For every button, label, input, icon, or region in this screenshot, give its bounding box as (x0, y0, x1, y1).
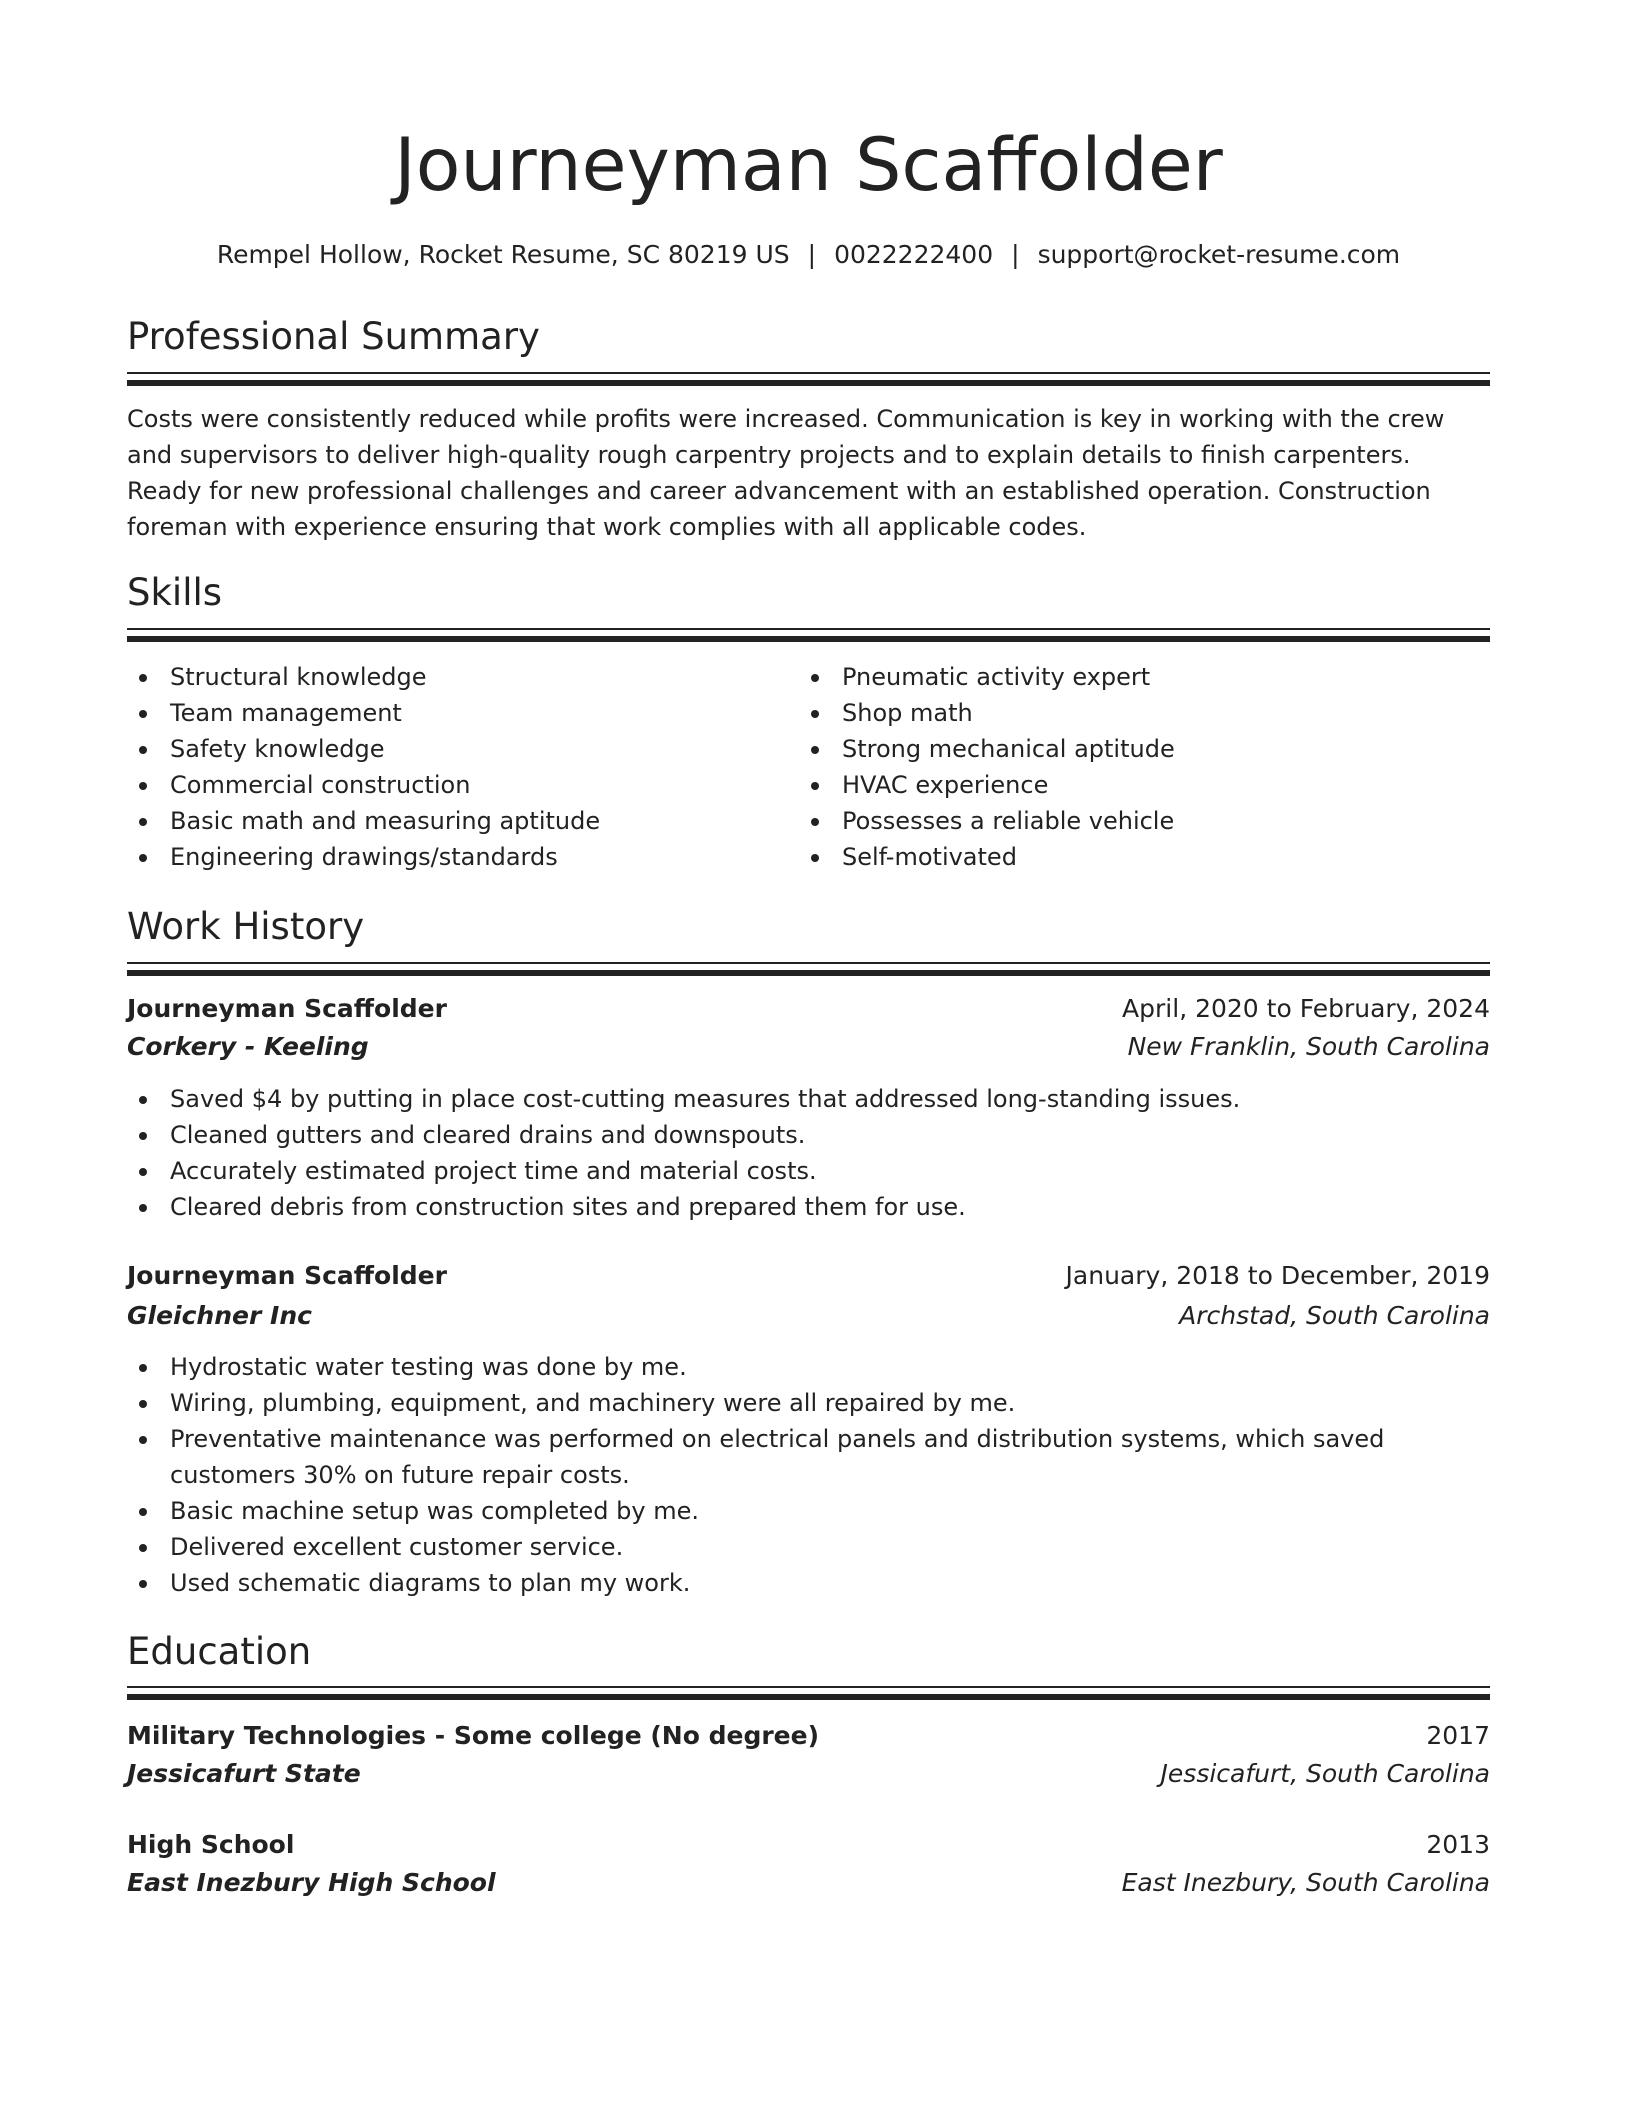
education-degree: High School (127, 1830, 295, 1859)
bullet-icon (811, 674, 819, 682)
bullet-icon (139, 1544, 147, 1552)
bullet-icon (139, 674, 147, 682)
skills-right-column (799, 659, 1439, 875)
bullet-icon (811, 854, 819, 862)
bullet-icon (139, 746, 147, 754)
job-dates: January, 2018 to December, 2019 (1065, 1261, 1490, 1290)
bullet-icon (139, 782, 147, 790)
summary-text: Costs were consistently reduced while profits were increased. Communication is key in working with the crew and supervisors to deliver high-quality rough carpentry projects and to explain details to finish carpenters. Ready for new professional challenges and career advancement with an established operation. Construction foreman with experience ensuring that work complies with all applicable codes. (127, 405, 1445, 541)
bullet-icon (139, 854, 147, 862)
skill-item: Basic math and measuring aptitude (127, 803, 767, 839)
education-entry (127, 1717, 1490, 1793)
skill-item: Self-motivated (799, 839, 1439, 875)
bullet-icon (139, 1580, 147, 1588)
section-divider (127, 970, 1490, 976)
bullet-icon (811, 818, 819, 826)
job-duties (127, 1349, 1490, 1601)
education-year: 2013 (1426, 1830, 1490, 1859)
contact-separator: | (807, 240, 817, 269)
education-heading: Education (127, 1630, 312, 1673)
skill-item: Safety knowledge (127, 731, 767, 767)
job-company: Gleichner Inc (127, 1301, 312, 1330)
job-title: Journeyman Scaffolder (127, 994, 447, 1023)
education-school: Jessicafurt State (127, 1759, 361, 1788)
skill-item: Strong mechanical aptitude (799, 731, 1439, 767)
duty-item: Basic machine setup was completed by me. (127, 1493, 1490, 1529)
job-duties (127, 1081, 1490, 1225)
bullet-icon (139, 1364, 147, 1372)
bullet-icon (811, 782, 819, 790)
duty-item: Preventative maintenance was performed on electrical panels and distribution systems, which saved customers 30% on future repair costs. (127, 1421, 1490, 1493)
bullet-icon (139, 1400, 147, 1408)
job-title: Journeyman Scaffolder (127, 1261, 447, 1290)
work-section (127, 902, 1490, 952)
contact-phone: 0022222400 (834, 240, 994, 269)
summary-section (127, 312, 1490, 362)
education-section (127, 1627, 1490, 1677)
duty-item: Wiring, plumbing, equipment, and machinery were all repaired by me. (127, 1385, 1490, 1421)
job-header (127, 990, 1490, 1066)
bullet-icon (139, 710, 147, 718)
education-degree: Military Technologies - Some college (No degree) (127, 1721, 820, 1750)
duty-item: Cleaned gutters and cleared drains and downspouts. (127, 1117, 1490, 1153)
skills-left-column (127, 659, 767, 875)
education-location: Jessicafurt, South Carolina (1160, 1759, 1490, 1788)
duty-item: Delivered excellent customer service. (127, 1529, 1490, 1565)
skill-item: Possesses a reliable vehicle (799, 803, 1439, 839)
skill-item: Shop math (799, 695, 1439, 731)
skill-item: Engineering drawings/standards (127, 839, 767, 875)
summary-heading: Professional Summary (127, 315, 540, 358)
job-location: Archstad, South Carolina (1179, 1301, 1490, 1330)
job-header (127, 1257, 1490, 1333)
section-divider (127, 628, 1490, 630)
work-heading: Work History (127, 905, 365, 948)
skill-item: Structural knowledge (127, 659, 767, 695)
skills-section (127, 568, 1490, 618)
bullet-icon (811, 746, 819, 754)
duty-item: Saved $4 by putting in place cost-cutting measures that addressed long-standing issues. (127, 1081, 1490, 1117)
resume-title: Journeyman Scaffolder (394, 123, 1223, 208)
section-divider (127, 962, 1490, 964)
bullet-icon (811, 710, 819, 718)
duty-item: Used schematic diagrams to plan my work. (127, 1565, 1490, 1601)
education-entry (127, 1826, 1490, 1902)
contact-separator: | (1011, 240, 1020, 269)
duty-item: Cleared debris from construction sites and prepared them for use. (127, 1189, 1490, 1225)
education-school: East Inezbury High School (127, 1868, 496, 1897)
bullet-icon (139, 1096, 147, 1104)
job-dates: April, 2020 to February, 2024 (1122, 994, 1490, 1023)
contact-line (127, 236, 1490, 274)
contact-email: support@rocket-resume.com (1037, 240, 1401, 269)
section-divider (127, 1694, 1490, 1700)
skill-item: Team management (127, 695, 767, 731)
duty-item: Hydrostatic water testing was done by me. (127, 1349, 1490, 1385)
section-divider (127, 636, 1490, 642)
section-divider (127, 372, 1490, 374)
bullet-icon (139, 818, 147, 826)
skill-item: HVAC experience (799, 767, 1439, 803)
contact-address: Rempel Hollow, Rocket Resume, SC 80219 US (216, 240, 790, 269)
job-company: Corkery - Keeling (127, 1032, 369, 1061)
bullet-icon (139, 1168, 147, 1176)
job-location: New Franklin, South Carolina (1127, 1032, 1490, 1061)
duty-item: Accurately estimated project time and material costs. (127, 1153, 1490, 1189)
section-divider (127, 380, 1490, 386)
bullet-icon (139, 1508, 147, 1516)
section-divider (127, 1686, 1490, 1688)
bullet-icon (139, 1436, 147, 1444)
skills-heading: Skills (127, 571, 223, 614)
bullet-icon (139, 1204, 147, 1212)
education-location: East Inezbury, South Carolina (1121, 1868, 1490, 1897)
skill-item: Pneumatic activity expert (799, 659, 1439, 695)
education-year: 2017 (1426, 1721, 1490, 1750)
bullet-icon (139, 1132, 147, 1140)
skill-item: Commercial construction (127, 767, 767, 803)
